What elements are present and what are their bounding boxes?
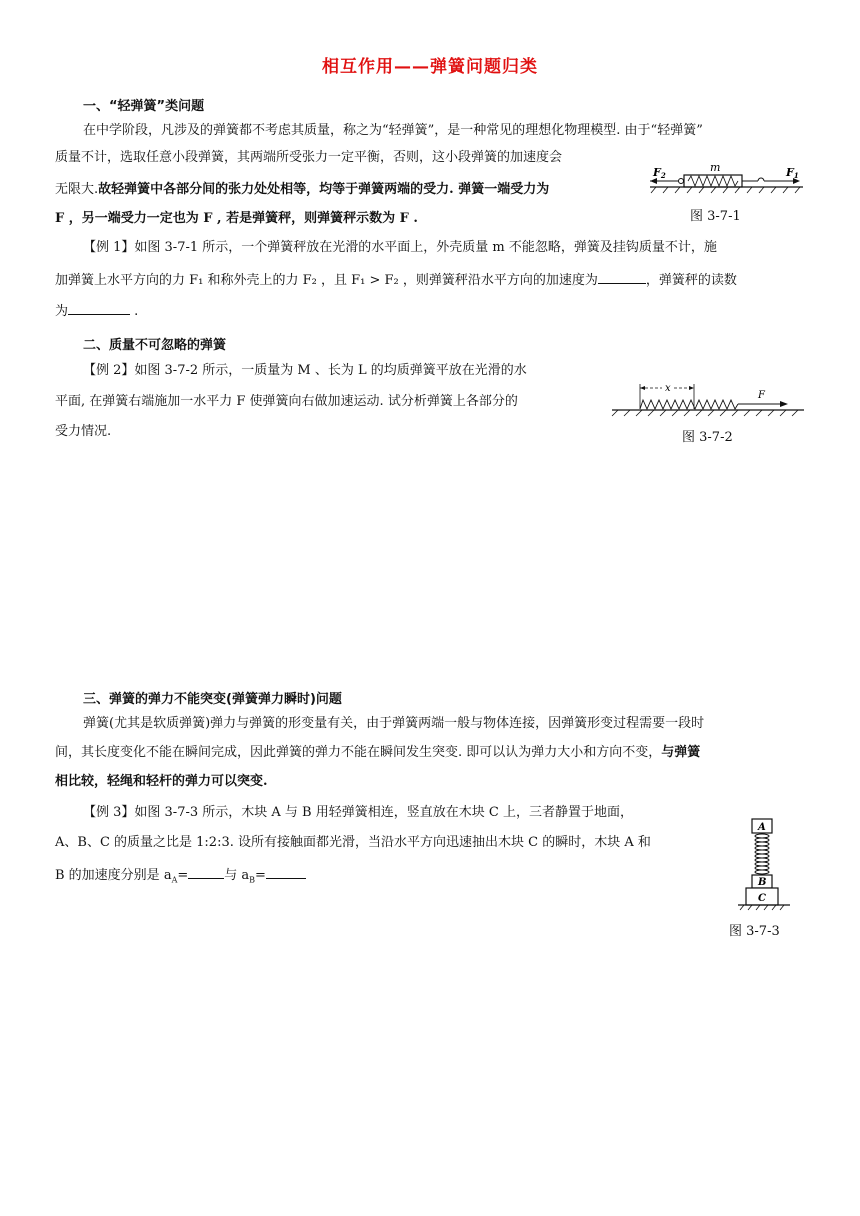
s3-line-3: 相比较，轻绳和轻杆的弹力可以突变. [55,774,268,789]
figure-3-7-3 [734,816,794,912]
s2-line-3: 受力情况. [55,424,112,439]
ex1-line-2 [55,271,737,287]
ex3-line-1: 【例 3】如图 3-7-3 所示，木块 A 与 B 用轻弹簧相连，竖直放在木块 C 上，三者静置于地面， [83,805,633,820]
figure-3-7-2-caption: 图 3-7-2 [682,430,733,445]
ex3-line-3-a: B 的加速度分别是 a [55,868,172,883]
fig3-block-c-label: C [758,893,766,904]
s3-line-2-a: 间，其长度变化不能在瞬间完成，因此弹簧的弹力不能在瞬间发生突变. 即可以认为弹力大小和方向不变， [55,745,662,760]
fig1-f1-label: F1 [786,166,799,180]
s2-line-2: 平面, 在弹簧右端施加一水平力 F 使弹簧向右做加速运动. 试分析弹簧上各部分的 [55,394,518,409]
ex1-line-1: 【例 1】如图 3-7-1 所示，一个弹簧秤放在光滑的水平面上，外壳质量 m 不能忽略，弹簧及挂钩质量不计，施 [83,240,717,255]
ex3-sub-a: A [171,875,178,885]
ex1-line-2-b: ，弹簧秤的读数 [645,273,737,288]
ex1-answer-blank-1[interactable] [598,271,646,284]
ex1-line-3 [55,302,138,318]
ex3-line-2: A、B、C 的质量之比是 1:2:3. 设所有接触面都光滑，当沿水平方向迅速抽出木块 C 的瞬时，木块 A 和 [55,835,651,850]
s2-line-1: 【例 2】如图 3-7-2 所示，一质量为 M 、长为 L 的均质弹簧平放在光滑的水 [83,363,527,378]
ex3-eq-b: = [255,868,266,883]
figure-3-7-1 [648,160,808,204]
fig2-x-label: x [665,383,671,394]
page-title: 相互作用——弹簧问题归类 [322,57,538,77]
ex3-answer-blank-b[interactable] [266,866,306,879]
ex1-line-2-a: 加弹簧上水平方向的力 F₁ 和称外壳上的力 F₂ ，且 F₁ > F₂ ，则弹簧秤沿水平方向的加速度为 [55,273,598,288]
fig3-block-a-label: A [758,822,766,833]
s1-line-3-a: 无限大. [55,182,99,197]
s1-line-3-b: 故轻弹簧中各部分间的张力处处相等，均等于弹簧两端的受力. 弹簧一端受力为 [98,182,550,197]
ex1-line-3-b: . [130,304,139,319]
s1-line-1: 在中学阶段，凡涉及的弹簧都不考虑其质量，称之为“轻弹簧”，是一种常见的理想化物理模型. 由于“轻弹簧” [83,123,703,138]
fig1-f2-label: F2 [653,166,666,180]
fig1-mass-label: m [710,161,721,174]
section-2-heading: 二、质量不可忽略的弹簧 [83,338,227,353]
s3-line-1: 弹簧(尤其是软质弹簧)弹力与弹簧的形变量有关，由于弹簧两端一般与物体连接，因弹簧形变过程需要一段时 [83,716,705,731]
ex1-line-3-a: 为 [55,304,69,319]
ex3-line-3 [55,866,306,885]
ex3-answer-blank-a[interactable] [188,866,224,879]
section-3-heading: 三、弹簧的弹力不能突变(弹簧弹力瞬时)问题 [83,692,342,707]
fig3-block-b-label: B [758,877,767,888]
figure-3-7-1-caption: 图 3-7-1 [690,209,741,224]
s1-line-2: 质量不计，选取任意小段弹簧，其两端所受张力一定平衡，否则，这小段弹簧的加速度会 [55,150,563,165]
ex1-answer-blank-2[interactable] [68,302,130,315]
ex3-line-3-mid: 与 a [224,868,250,883]
s1-line-4: F ，另一端受力一定也为 F , 若是弹簧秤，则弹簧秤示数为 F . [55,211,418,226]
figure-3-7-2 [608,378,808,422]
figure-3-7-3-caption: 图 3-7-3 [729,924,780,939]
fig2-force-label: F [758,390,765,401]
s3-line-2 [55,746,700,759]
s3-line-2-b: 与弹簧 [661,745,701,760]
section-1-heading: 一、“轻弹簧”类问题 [83,99,205,114]
ex3-eq-a: = [177,868,189,883]
s1-line-3 [55,183,549,196]
ex3-sub-b: B [249,875,256,885]
